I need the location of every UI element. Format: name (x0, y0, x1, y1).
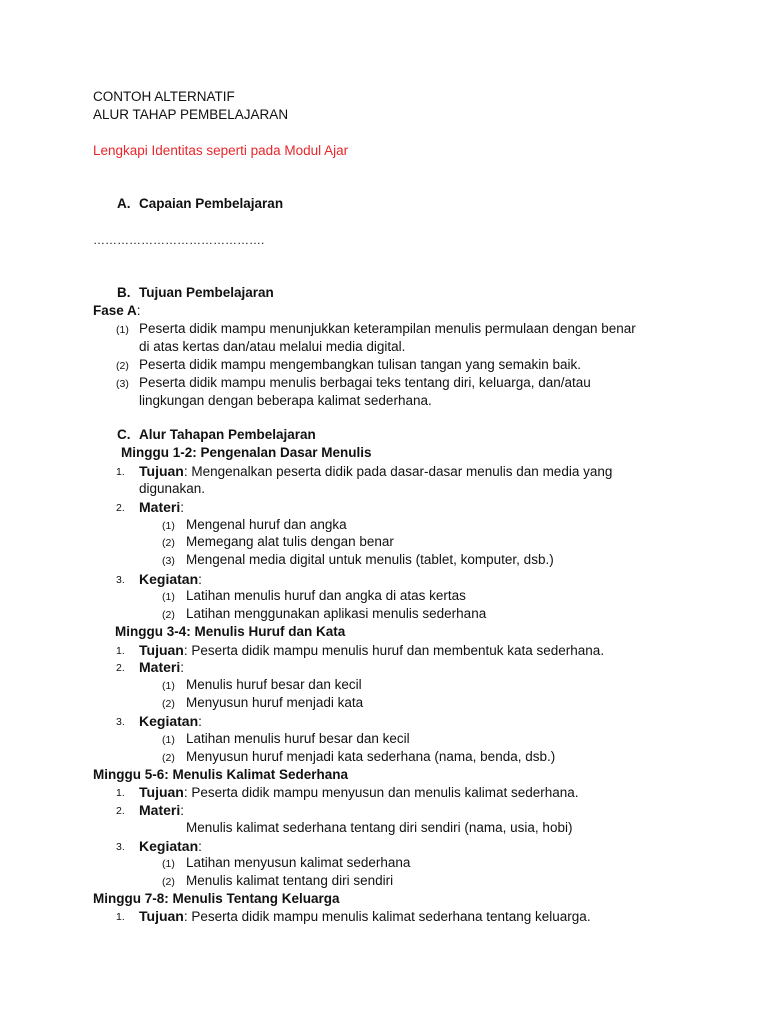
week-5-6-kegiatan-number: 3. (116, 841, 125, 853)
week-1-2-materi-1-number: (1) (162, 520, 175, 532)
week-1-2-tujuan-cont: digunakan. (139, 481, 206, 496)
week-5-6-kegiatan-label: Kegiatan: (139, 838, 202, 854)
section-a-title: Capaian Pembelajaran (139, 196, 284, 211)
week-3-4-kegiatan-1-number: (1) (162, 734, 175, 746)
week-7-8-tujuan-number: 1. (116, 911, 125, 923)
week-5-6-materi-label: Materi: (139, 802, 184, 818)
week-5-6-kegiatan-2: Menulis kalimat tentang diri sendiri (186, 873, 394, 888)
week-1-2-kegiatan-2: Latihan menggunakan aplikasi menulis sederhana (186, 606, 487, 621)
identity-note: Lengkapi Identitas seperti pada Modul Ajar (93, 143, 349, 158)
week-5-6-kegiatan-1-number: (1) (162, 858, 175, 870)
goal-3-text: Peserta didik mampu menulis berbagai teks tentang diri, keluarga, dan/atau (139, 375, 591, 390)
week-1-2-kegiatan-1: Latihan menulis huruf dan angka di atas kertas (186, 588, 466, 603)
goal-2-text: Peserta didik mampu mengembangkan tulisan tangan yang semakin baik. (139, 357, 582, 372)
week-5-6-kegiatan-1: Latihan menyusun kalimat sederhana (186, 855, 411, 870)
week-5-6-tujuan: Tujuan: Peserta didik mampu menyusun dan menulis kalimat sederhana. (139, 784, 579, 800)
week-5-6-title: Minggu 5-6: Menulis Kalimat Sederhana (93, 767, 349, 782)
week-7-8-title: Minggu 7-8: Menulis Tentang Keluarga (93, 891, 340, 906)
week-1-2-kegiatan-label: Kegiatan: (139, 571, 202, 587)
goal-1-number: (1) (116, 324, 129, 336)
week-3-4-kegiatan-number: 3. (116, 716, 125, 728)
doc-title-line2: ALUR TAHAP PEMBELAJARAN (93, 107, 289, 122)
week-3-4-materi-2-number: (2) (162, 698, 175, 710)
section-b-marker: B. (117, 285, 131, 300)
week-3-4-tujuan: Tujuan: Peserta didik mampu menulis huruf dan membentuk kata sederhana. (139, 642, 605, 658)
week-5-6-materi-number: 2. (116, 805, 125, 817)
week-1-2-title: Minggu 1-2: Pengenalan Dasar Menulis (121, 445, 372, 460)
goal-1-text: Peserta didik mampu menunjukkan keterampilan menulis permulaan dengan benar (139, 321, 636, 336)
week-1-2-materi-3: Mengenal media digital untuk menulis (tablet, komputer, dsb.) (186, 552, 554, 567)
goal-2-number: (2) (116, 360, 129, 372)
week-5-6-kegiatan-2-number: (2) (162, 876, 175, 888)
week-1-2-materi-number: 2. (116, 502, 125, 514)
week-1-2-kegiatan-1-number: (1) (162, 591, 175, 603)
section-b-title: Tujuan Pembelajaran (139, 285, 274, 300)
phase-label: Fase A: (93, 303, 141, 318)
week-1-2-tujuan: Tujuan: Mengenalkan peserta didik pada dasar-dasar menulis dan media yang (139, 463, 613, 479)
week-3-4-kegiatan-1: Latihan menulis huruf besar dan kecil (186, 731, 410, 746)
week-1-2-materi-label: Materi: (139, 499, 184, 515)
goal-3-number: (3) (116, 378, 129, 390)
week-1-2-materi-3-number: (3) (162, 555, 175, 567)
week-3-4-materi-1-number: (1) (162, 680, 175, 692)
week-1-2-tujuan-number: 1. (116, 466, 125, 478)
week-1-2-kegiatan-2-number: (2) (162, 609, 175, 621)
week-5-6-tujuan-number: 1. (116, 787, 125, 799)
week-3-4-kegiatan-label: Kegiatan: (139, 713, 202, 729)
week-3-4-materi-number: 2. (116, 662, 125, 674)
week-1-2-materi-1: Mengenal huruf dan angka (186, 517, 347, 532)
week-3-4-materi-2: Menyusun huruf menjadi kata (186, 695, 364, 710)
week-3-4-kegiatan-2: Menyusun huruf menjadi kata sederhana (nama, benda, dsb.) (186, 749, 556, 764)
week-3-4-kegiatan-2-number: (2) (162, 752, 175, 764)
doc-title-line1: CONTOH ALTERNATIF (93, 89, 235, 104)
section-a-placeholder: ……………………………………. (93, 233, 265, 247)
section-c-title: Alur Tahapan Pembelajaran (139, 427, 316, 442)
week-7-8-tujuan: Tujuan: Peserta didik mampu menulis kalimat sederhana tentang keluarga. (139, 908, 591, 924)
week-1-2-kegiatan-number: 3. (116, 574, 125, 586)
week-3-4-title: Minggu 3-4: Menulis Huruf dan Kata (115, 624, 346, 639)
week-1-2-materi-2-number: (2) (162, 537, 175, 549)
section-c-marker: C. (117, 427, 131, 442)
section-a-marker: A. (117, 196, 131, 211)
week-1-2-materi-2: Memegang alat tulis dengan benar (186, 534, 394, 549)
week-3-4-tujuan-number: 1. (116, 645, 125, 657)
week-5-6-materi-text: Menulis kalimat sederhana tentang diri sendiri (nama, usia, hobi) (186, 820, 573, 835)
week-3-4-materi-label: Materi: (139, 659, 184, 675)
goal-1-text-cont: di atas kertas dan/atau melalui media digital. (139, 339, 406, 354)
goal-3-text-cont: lingkungan dengan beberapa kalimat sederhana. (139, 393, 432, 408)
week-3-4-materi-1: Menulis huruf besar dan kecil (186, 677, 362, 692)
